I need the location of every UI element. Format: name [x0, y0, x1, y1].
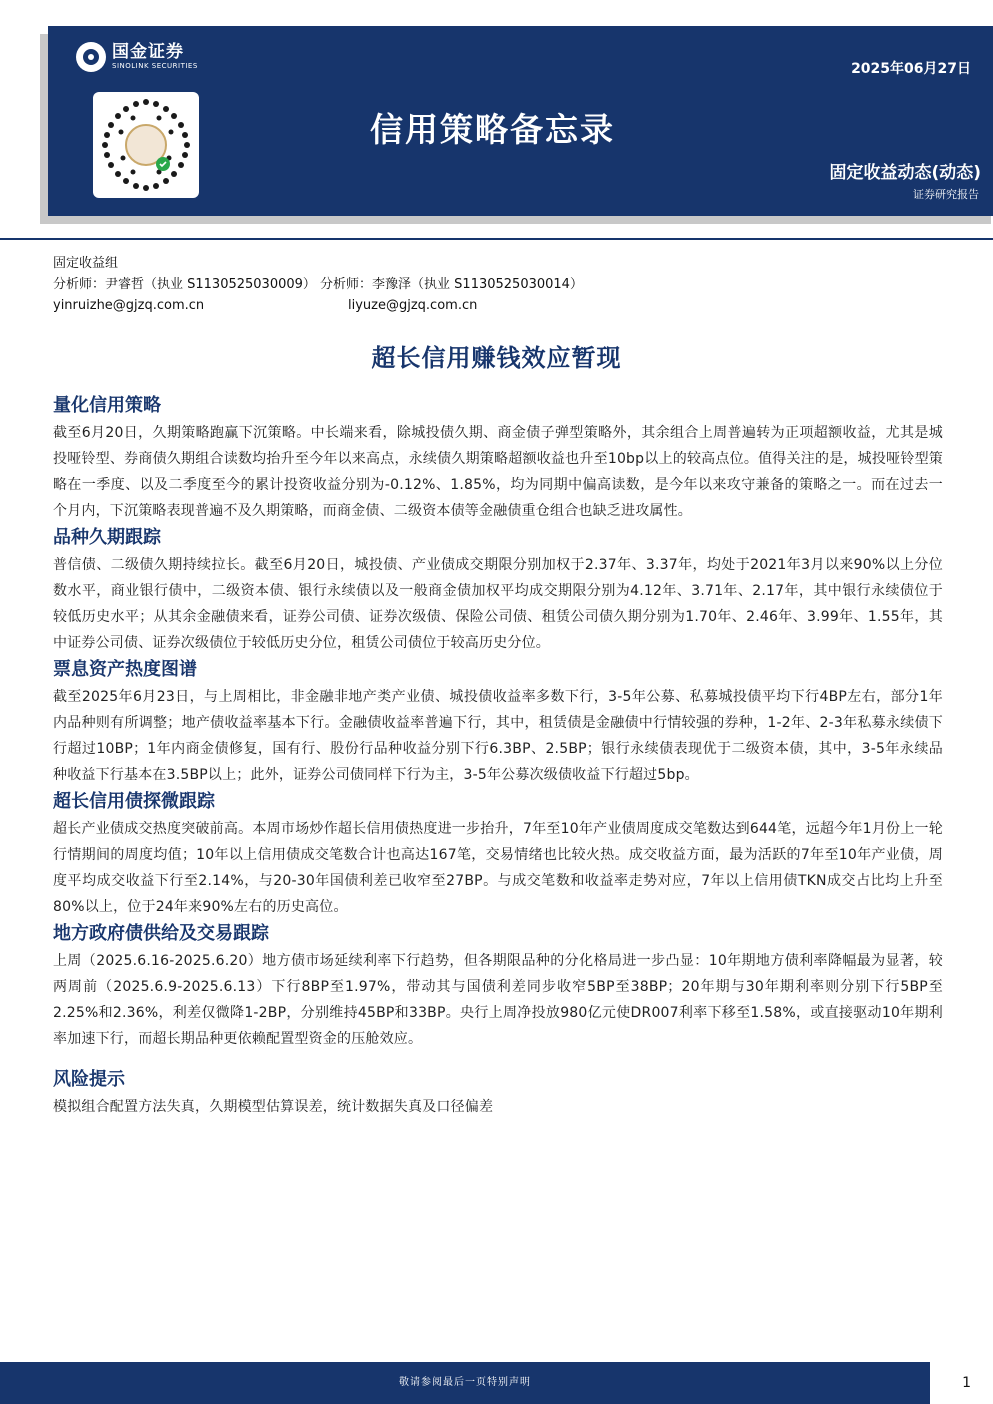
- section-body: 截至6月20日，久期策略跑赢下沉策略。中长端来看，除城投债久期、商金债子弹型策略外，其余组合上周普遍转为正项超额收益，尤其是城投哑铃型、券商债久期组合读数均抬升至今年以来高点，永续债久期策略超额收益也升至10bp以上的较高点位。值得关注的是，城投哑铃型策略在一季度、以及二季度至今的累计投资收益分别为-0.12%、1.85%，均为同期中偏高读数，是今年以来攻守兼备的策略之一。而在过去一个月内，下沉策略表现普遍不及久期策略，而商金债、二级资本债等金融债重仓组合也缺乏进攻属性。: [53, 425, 943, 519]
- section-body: 普信债、二级债久期持续拉长。截至6月20日，城投债、产业债成交期限分别加权于2.37年、3.37年，均处于2021年3月以来90%以上分位数水平，商业银行债中，二级资本债、银行永续债以及一般商金债加权平均成交期限分别为4.12年、3.71年、2.17年，其中银行永续债位于较低历史水平；从其余金融债来看，证券公司债、证券次级债、保险公司债、租赁公司债久期分别为1.70年、2.46年、3.99年、1.55年，其中证券公司债、证券次级债位于较低历史分位，租赁公司债位于较高历史分位。: [53, 557, 943, 651]
- risk-body: 模拟组合配置方法失真，久期模型估算误差，统计数据失真及口径偏差: [53, 1099, 494, 1115]
- section-title: 票息资产热度图谱: [53, 659, 197, 680]
- brand-name-cn: 国金证券: [112, 42, 184, 62]
- report-content: [53, 392, 943, 1120]
- section-body: 截至2025年6月23日，与上周相比，非金融非地产类产业债、城投债收益率多数下行，3-5年公募、私募城投债平均下行4BP左右，部分1年内品种则有所调整；地产债收益率基本下行。金融债收益率普遍下行，其中，租赁债是金融债中行情较强的券种，1-2年、2-3年私募永续债下行超过10BP；1年内商金债修复，国有行、股份行品种收益分别下行6.3BP、2.5BP；银行永续债表现优于二级资本债，其中，3-5年永续品种收益下行基本在3.5BP以上；此外，证券公司债同样下行为主，3-5年公募次级债收益下行超过5bp。: [53, 689, 943, 783]
- email-link-2[interactable]: liyuze@gjzq.com.cn: [348, 298, 478, 313]
- report-type: 证券研究报告: [913, 188, 979, 201]
- section-title: 量化信用策略: [53, 395, 161, 416]
- report-title: 信用策略备忘录: [370, 110, 615, 149]
- emails-row: [53, 295, 583, 316]
- report-headline: 超长信用赚钱效应暂现: [371, 344, 622, 372]
- section-body: 超长产业债成交热度突破前高。本周市场炒作超长信用债热度进一步抬升，7年至10年产业债周度成交笔数达到644笔，远超今年1月份上一轮行情期间的周度均值；10年以上信用债成交笔数合计也高达167笔，交易情绪也比较火热。成交收益方面，最为活跃的7年至10年产业债，周度平均成交收益下行至2.14%，与20-30年国债利差已收窄至27BP。与成交笔数和收益率走势对应，7年以上信用债TKN成交占比均上升至80%以上，位于24年来90%左右的历史高位。: [53, 821, 943, 915]
- page-number: 1: [962, 1375, 971, 1391]
- research-group: 固定收益组: [53, 256, 119, 271]
- qr-code-icon: [93, 92, 199, 198]
- footer-disclaimer: 敬请参阅最后一页特别声明: [399, 1377, 531, 1388]
- brand-logo: [76, 42, 198, 72]
- section-title: 超长信用债探微跟踪: [53, 791, 215, 812]
- section-body: 上周（2025.6.16-2025.6.20）地方债市场延续利率下行趋势，但各期限品种的分化格局进一步凸显：10年期地方债利率降幅最为显著，较两周前（2025.6.9-2025.6.13）下行8BP至1.97%，带动其与国债利差同步收窄5BP至38BP；20年期与30年期利率则分别下行5BP至2.25%和2.36%，利差仅微降1-2BP，分别维持45BP和33BP。央行上周净投放980亿元使DR007利率下移至1.58%，或直接驱动10年期利率加速下行，而超长期品种更依赖配置型资金的压舱效应。: [53, 953, 943, 1047]
- brand-name-en: SINOLINK SECURITIES: [112, 62, 198, 70]
- risk-title: 风险提示: [53, 1069, 125, 1090]
- section-title: 地方政府债供给及交易跟踪: [53, 923, 269, 944]
- author-block: [53, 253, 583, 316]
- report-date: 2025年06月27日: [851, 61, 971, 77]
- section-title: 品种久期跟踪: [53, 527, 161, 548]
- sinolink-logo-icon: [76, 42, 106, 72]
- analysts-line: 分析师：尹睿哲（执业 S1130525030009） 分析师：李豫泽（执业 S1130525030014）: [53, 277, 583, 292]
- divider: [0, 238, 993, 240]
- report-series: 固定收益动态(动态): [829, 163, 981, 183]
- email-link-1[interactable]: yinruizhe@gjzq.com.cn: [53, 298, 205, 313]
